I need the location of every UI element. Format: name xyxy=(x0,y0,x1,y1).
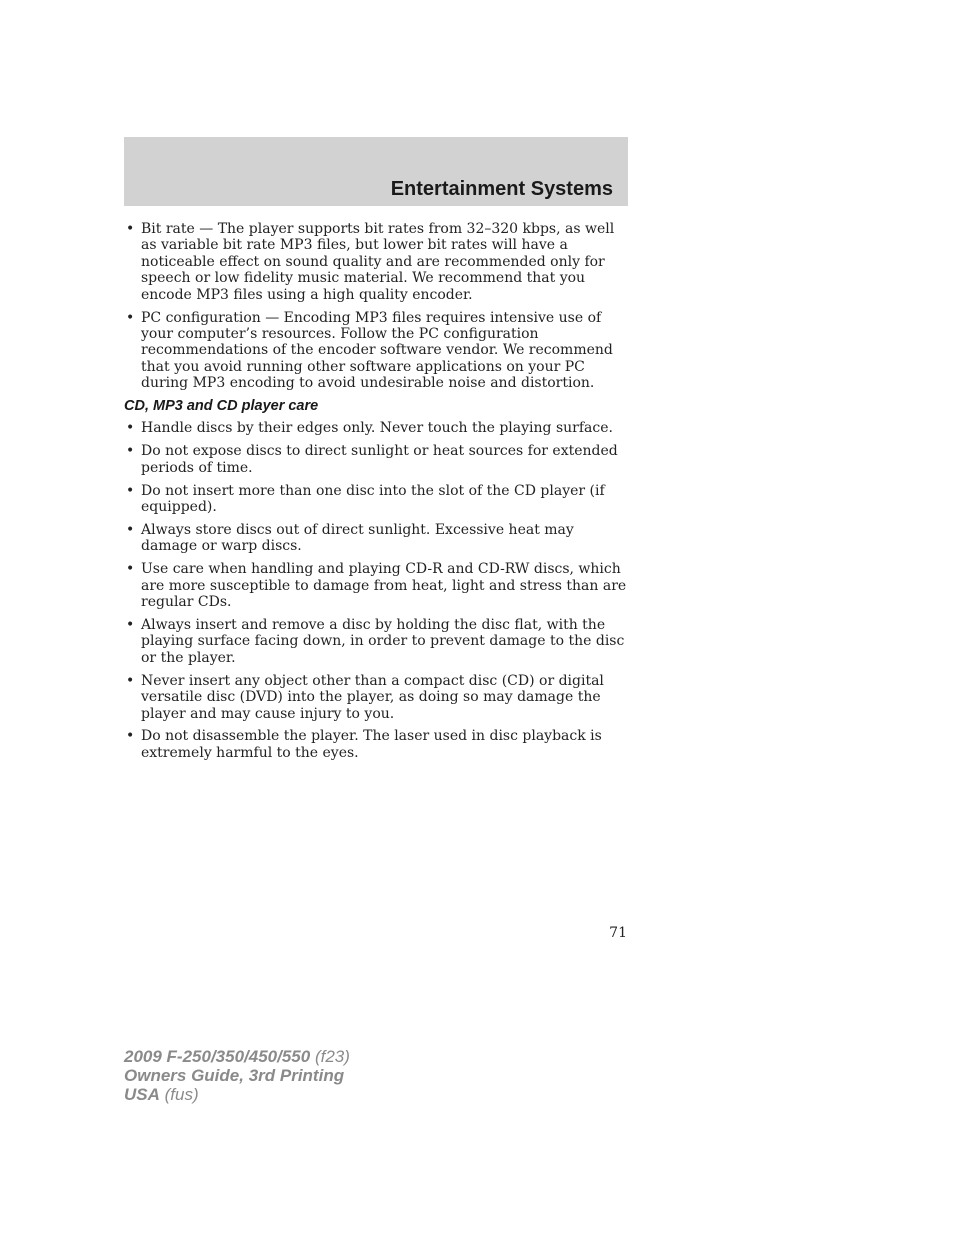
list-item: • Do not disassemble the player. The laser used in disc playback is extremely harmful to the eyes. xyxy=(124,728,630,761)
care-bullet-list xyxy=(124,420,630,761)
section-header-band xyxy=(124,137,628,206)
footer-line-market xyxy=(124,1085,350,1104)
list-item: • Use care when handling and playing CD-R and CD-RW discs, which are more susceptible to damage from heat, light and stress than are regular CDs. xyxy=(124,561,630,610)
list-item: • Never insert any object other than a compact disc (CD) or digital versatile disc (DVD) into the player, as doing so may damage the player and may cause injury to you. xyxy=(124,673,630,722)
list-item: • Bit rate — The player supports bit rates from 32–320 kbps, as well as variable bit rate MP3 files, but lower bit rates will have a noticeable effect on sound quality and are recommended only for speech or low fidelity music material. We recommend that you encode MP3 files using a high quality encoder. xyxy=(124,221,630,303)
list-item: • Always store discs out of direct sunlight. Excessive heat may damage or warp discs. xyxy=(124,522,630,555)
footer-model: 2009 F-250/350/450/550 xyxy=(124,1047,311,1066)
footer-model-code: (f23) xyxy=(314,1047,350,1066)
page-content xyxy=(124,221,630,768)
footer-guide: Owners Guide, 3rd Printing xyxy=(124,1066,345,1085)
page-number: 71 xyxy=(609,925,627,941)
footer-market: USA xyxy=(124,1085,160,1104)
list-item: • Always insert and remove a disc by holding the disc flat, with the playing surface facing down, in order to prevent damage to the disc or the player. xyxy=(124,617,630,666)
list-item: • Do not insert more than one disc into the slot of the CD player (if equipped). xyxy=(124,483,630,516)
footer-line-guide xyxy=(124,1066,350,1085)
list-item: • Do not expose discs to direct sunlight or heat sources for extended periods of time. xyxy=(124,443,630,476)
list-item: • Handle discs by their edges only. Never touch the playing surface. xyxy=(124,420,630,436)
footer-line-model xyxy=(124,1047,350,1066)
section-title: Entertainment Systems xyxy=(390,178,613,200)
footer-market-code: (fus) xyxy=(164,1085,199,1104)
list-item: • PC configuration — Encoding MP3 files requires intensive use of your computer’s resources. Follow the PC configuration recommendations of the encoder software vendor. We recommend that you avoid running other software applications on your PC during MP3 encoding to avoid undesirable noise and distortion. xyxy=(124,310,630,392)
intro-bullet-list xyxy=(124,221,630,392)
document-footer xyxy=(124,1047,350,1104)
care-section-heading: CD, MP3 and CD player care xyxy=(124,398,319,415)
